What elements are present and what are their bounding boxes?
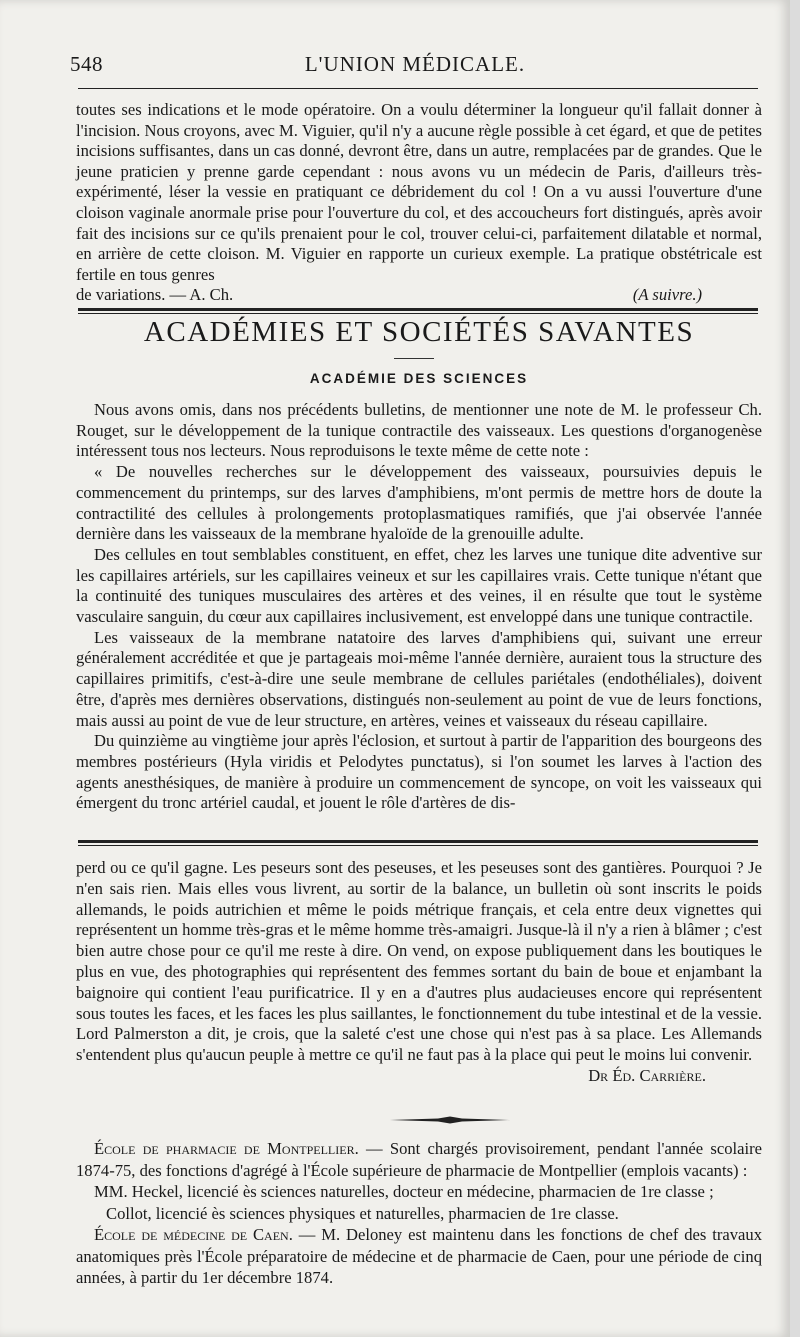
top-article-text: toutes ses indications et le mode opératoire. On a voulu déterminer la longueur qu'il fallait donner à l'incision. Nous croyons, avec M. Viguier, qu'il n'y a aucune règle possible à cet égard, et que de petites incisions suffisantes, dans un cas donné, devront être, dans un autre, remplacées par de grandes. Que le jeune praticien y prenne garde cependant : nous avons vu un médecin de Paris, d'ailleurs très-expérimenté, léser la vessie en pratiquant ce débridement du col ! On a vu aussi l'ouverture d'une cloison vaginale anormale prise pour l'ouverture du col, et des accoucheurs fort distingués, après avoir fait des incisions sur ce qu'ils prenaient pour le col, trouver celui-ci, parfaitement dilatable et normal, en arrière de cette cloison. M. Viguier en rapporte un curieux exemple. La pratique obstétricale est fertile en tous genres bbox=[76, 100, 762, 284]
feuilleton-signature: Dr Éd. Carrière. bbox=[588, 1065, 706, 1085]
academies-paragraph: Des cellules en tout semblables constituent, en effet, chez les larves une tunique dite adventive sur les capillaires artériels, sur les capillaires veineux et sur les capillaires vrais. Cette tunique n'étant que la continuité des tuniques musculaires des artères et des veines, il en résulte que tout le système vasculaire sanguin, du cœur aux capillaires inclusivement, est enveloppé dans une tunique contractile. bbox=[76, 544, 762, 627]
section-title: ACADÉMIES ET SOCIÉTÉS SAVANTES bbox=[143, 316, 695, 348]
feuilleton bbox=[76, 858, 762, 1087]
medecine-text: — M. Deloney est maintenu dans les fonctions de chef des travaux anatomiques près l'École préparatoire de médecine et de pharmacie de Caen, pour une période de cinq années, à partir du 1er décembre 1874. bbox=[76, 1225, 762, 1287]
pharmacie-notice bbox=[76, 1138, 762, 1181]
medecine-heading: École de médecine de Caen. bbox=[94, 1225, 293, 1244]
page-number: 548 bbox=[70, 52, 103, 76]
section-rule-top bbox=[78, 308, 758, 311]
academies-body bbox=[76, 400, 762, 814]
page-header bbox=[70, 52, 760, 82]
title-short-rule bbox=[394, 358, 434, 359]
academies-paragraph: Les vaisseaux de la membrane natatoire des larves d'amphibiens qui, suivant une erreur généralement accréditée et que je partageais moi-même l'année dernière, auraient tous la structure des capillaires primitifs, c'est-à-dire une seule membrane de cellules pariétales (endothéliales), doivent être, d'après mes dernières observations, distingués non-seulement au point de vue de leurs fonctions, mais aussi au point de vue de leur structure, en artères, veines et vaisseaux du réseau capillaire. bbox=[76, 627, 762, 730]
header-rule bbox=[78, 88, 758, 89]
academies-paragraph: « De nouvelles recherches sur le développement des vaisseaux, poursuivies depuis le commencement du printemps, sur des larves d'amphibiens, m'ont permis de mettre hors de doute la contractilité des cellules à prolongements protoplasmatiques ramifiés, que j'ai observée l'année dernière dans les vaisseaux de la membrane hyaloïde de la grenouille adulte. bbox=[76, 462, 762, 544]
feuilleton-rule bbox=[78, 840, 758, 843]
academies-paragraph: Du quinzième au vingtième jour après l'éclosion, et surtout à partir de l'apparition des bourgeons des membres postérieurs (Hyla viridis et Pelodytes punctatus), si l'on soumet les larves à l'action des agents anesthésiques, de manière à produire un commencement de syncope, on voit les vaisseaux qui émergent du tronc artériel caudal, et jouent le rôle d'artères de dis- bbox=[76, 731, 762, 813]
feuilleton-rule-thin bbox=[78, 845, 758, 846]
academies-paragraph: Nous avons omis, dans nos précédents bulletins, de mentionner une note de M. le professeur Ch. Rouget, sur le développement de la tunique contractile des vaisseaux. Les questions d'organogenèse intéressent tous nos lecteurs. Nous reproduisons le texte même de cette note : bbox=[76, 400, 762, 461]
medecine-notice bbox=[76, 1224, 762, 1289]
notice-item: MM. Heckel, licencié ès sciences naturelles, docteur en médecine, pharmacien de 1re classe ; bbox=[94, 1182, 714, 1201]
top-article bbox=[76, 100, 762, 306]
notice-item: Collot, licencié ès sciences physiques et naturelles, pharmacien de 1re classe. bbox=[106, 1203, 619, 1223]
top-article-last-line: de variations. — A. Ch. bbox=[76, 285, 234, 305]
feuilleton-text: perd ou ce qu'il gagne. Les peseurs sont des peseuses, et les peseuses sont des gantières. Pourquoi ? Je n'en sais rien. Mais elles vous livrent, au sortir de la balance, un bulletin où sont inscrits le poids allemands, le poids autrichien et même le poids métrique français, et cela entre deux vignettes qui représentent un homme très-gras et le même homme très-amaigri. Jusque-là il n'y a rien à blâmer ; c'est bien autre chose pour ce qu'il me reste à dire. On vend, on expose publiquement dans les boutiques le plus en vue, des photographies qui représentent des femmes sortant du bain de boue et enjambant la baignoire qui contient l'eau purificatrice. Il y en a d'autres plus audacieuses encore qui représentent sous toutes les faces, et les faces les plus saillantes, le fonctionnement du tube intestinal et de la vessie. Lord Palmerston a dit, je crois, que la saleté c'est une chose qui n'est pas à sa place. Les Allemands s'entendent plus qu'aucun peuple à mettre ce qu'il ne faut pas à la place qui peut le moins lui convenir. bbox=[76, 858, 762, 1065]
section-subtitle: ACADÉMIE DES SCIENCES bbox=[309, 371, 529, 386]
a-suivre-note: (A suivre.) bbox=[632, 285, 702, 305]
top-article-signoff bbox=[76, 285, 762, 306]
running-title: L'UNION MÉDICALE. bbox=[304, 52, 526, 76]
notices bbox=[76, 1138, 762, 1289]
pharmacie-heading: École de pharmacie de Montpellier. bbox=[94, 1139, 359, 1158]
pharmacie-text: — Sont chargés provisoirement, pendant l'année scolaire 1874-75, des fonctions d'agrégé à l'École supérieure de pharmacie de Montpellier (emplois vacants) : bbox=[76, 1139, 762, 1180]
ornament-divider bbox=[390, 1116, 510, 1124]
